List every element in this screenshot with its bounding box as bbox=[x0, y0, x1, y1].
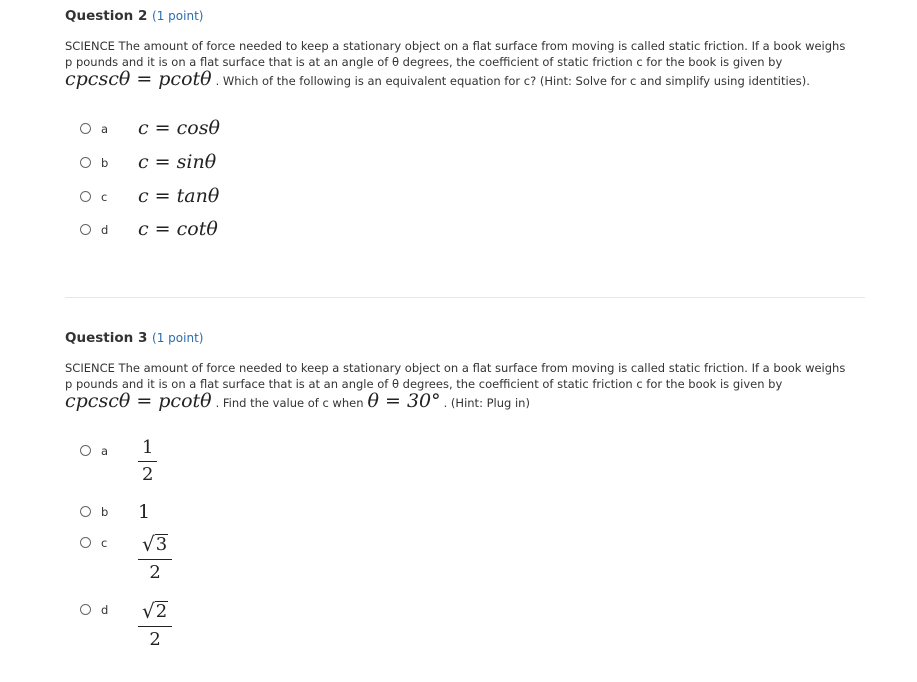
q3-option-letter: a bbox=[101, 444, 109, 458]
question-2-label: Question 2 bbox=[65, 8, 148, 24]
q3-option-a[interactable] bbox=[80, 437, 154, 485]
question-2 bbox=[65, 8, 865, 89]
q3-option-letter: c bbox=[101, 536, 108, 550]
question-2-stem bbox=[65, 38, 855, 89]
sqrt-radicand: 2 bbox=[155, 601, 168, 622]
q2-option-math: c = cosθ bbox=[138, 117, 220, 139]
question-divider bbox=[65, 297, 865, 298]
q3-option-letter: b bbox=[101, 505, 109, 519]
sqrt-symbol: √ 3 bbox=[142, 532, 168, 556]
fraction-denominator: 2 bbox=[149, 629, 161, 650]
q3-radio-a[interactable] bbox=[80, 445, 91, 456]
fraction-denominator: 2 bbox=[149, 562, 161, 583]
q3-option-c[interactable] bbox=[80, 532, 168, 583]
question-3-condition: θ = 30° bbox=[367, 390, 441, 412]
question-3-hint: . (Hint: Plug in) bbox=[443, 396, 530, 410]
q2-option-letter: d bbox=[101, 223, 109, 237]
question-3-label: Question 3 bbox=[65, 330, 148, 346]
q3-radio-c[interactable] bbox=[80, 537, 91, 548]
question-2-stem-text: SCIENCE The amount of force needed to keep a stationary object on a flat surface from moving is called static friction. If a book weighs p pounds and it is on a flat surface that is at an angle of θ degrees, the coefficient of static friction c for the book is given by bbox=[65, 39, 846, 69]
question-3-stem-text: SCIENCE The amount of force needed to keep a stationary object on a flat surface from moving is called static friction. If a book weighs p pounds and it is on a flat surface that is at an angle of θ degrees, the coefficient of static friction c for the book is given by bbox=[65, 361, 846, 391]
q2-option-math: c = tanθ bbox=[138, 185, 220, 207]
q3-radio-d[interactable] bbox=[80, 604, 91, 615]
q2-radio-a[interactable] bbox=[80, 123, 91, 134]
q2-radio-d[interactable] bbox=[80, 224, 91, 235]
sqrt-radicand: 3 bbox=[155, 534, 168, 555]
q2-option-letter: b bbox=[101, 156, 109, 170]
q2-option-a[interactable] bbox=[80, 117, 220, 139]
q2-option-c[interactable] bbox=[80, 185, 220, 207]
q2-radio-c[interactable] bbox=[80, 191, 91, 202]
sqrt-symbol: √ 2 bbox=[142, 599, 168, 623]
question-3 bbox=[65, 330, 865, 411]
q2-option-letter: a bbox=[101, 122, 109, 136]
q3-radio-b[interactable] bbox=[80, 506, 91, 517]
question-2-equation: cpcscθ = pcotθ bbox=[65, 68, 212, 90]
fraction-numerator: 1 bbox=[142, 437, 154, 458]
question-3-title bbox=[65, 330, 865, 346]
q2-option-letter: c bbox=[101, 190, 108, 204]
q3-option-d[interactable] bbox=[80, 599, 168, 650]
fraction-denominator: 2 bbox=[142, 464, 154, 485]
q2-option-math: c = sinθ bbox=[138, 151, 217, 173]
q2-option-d[interactable] bbox=[80, 218, 218, 240]
q3-option-b[interactable] bbox=[80, 501, 151, 523]
q2-option-b[interactable] bbox=[80, 151, 217, 173]
q3-option-b-value: 1 bbox=[138, 501, 151, 523]
question-3-stem bbox=[65, 360, 855, 411]
q2-option-math: c = cotθ bbox=[138, 218, 218, 240]
question-3-prompt: . Find the value of c when bbox=[215, 396, 364, 410]
question-2-title bbox=[65, 8, 865, 24]
question-2-points: (1 point) bbox=[152, 9, 204, 23]
question-2-prompt: . Which of the following is an equivalent equation for c? (Hint: Solve for c and simplify using identities). bbox=[215, 74, 810, 88]
question-3-points: (1 point) bbox=[152, 331, 204, 345]
q3-option-letter: d bbox=[101, 603, 109, 617]
q2-radio-b[interactable] bbox=[80, 157, 91, 168]
q3-option-a-fraction bbox=[138, 437, 157, 486]
q3-option-c-fraction bbox=[138, 533, 172, 584]
question-3-equation: cpcscθ = pcotθ bbox=[65, 390, 212, 412]
q3-option-d-fraction bbox=[138, 600, 172, 651]
